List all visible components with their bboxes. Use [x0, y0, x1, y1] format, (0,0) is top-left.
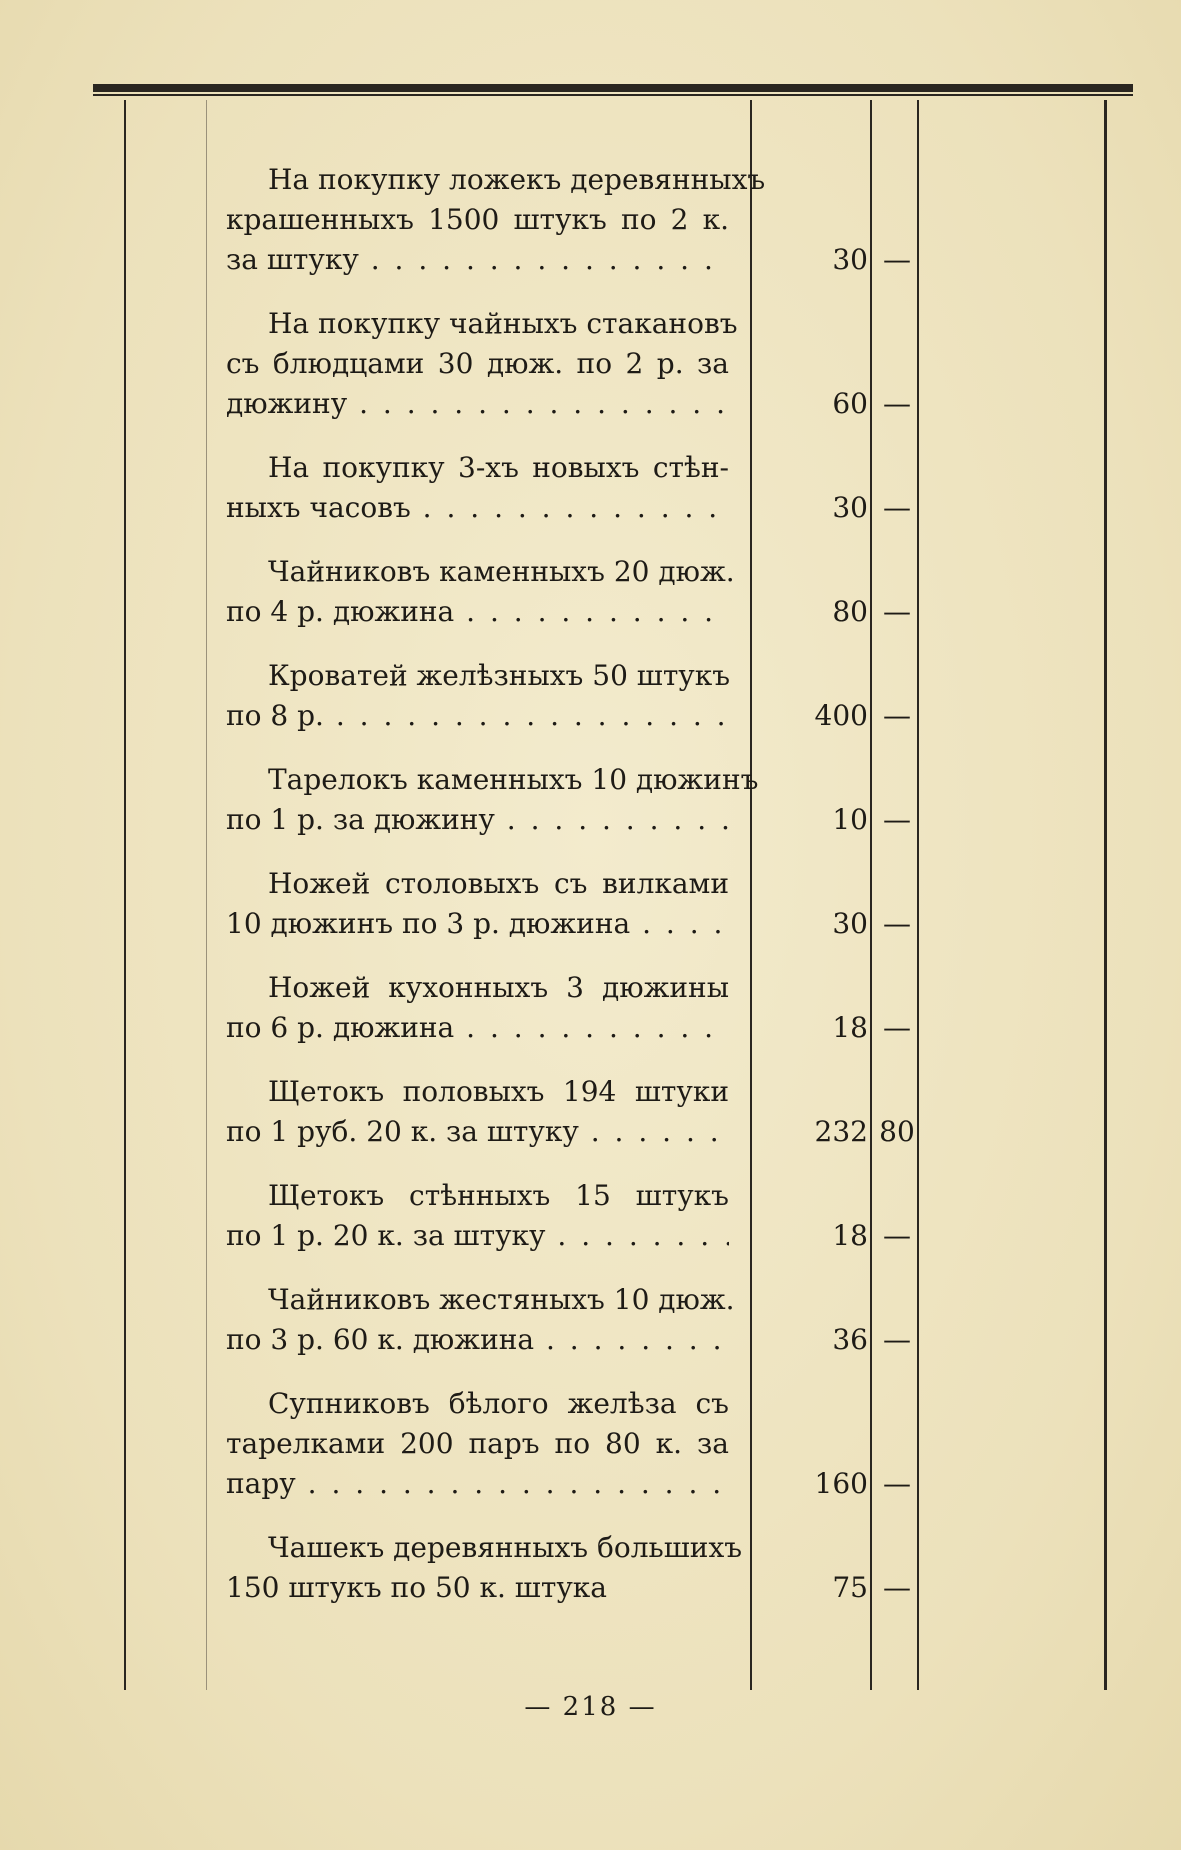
entry-spacer	[0, 840, 1181, 864]
entry-description-line: съ блюдцами 30 дюж. по 2 р. за	[226, 347, 729, 380]
entry-line	[0, 1464, 1181, 1504]
entry-line	[0, 760, 1181, 800]
entry-line	[0, 488, 1181, 528]
expense-entry	[0, 448, 1181, 552]
entry-description-line: Чашекъ деревянныхъ большихъ	[268, 1531, 743, 1564]
amount-rubles: 60	[832, 387, 868, 420]
amount-rubles: 30	[832, 491, 868, 524]
amount-rubles: 36	[832, 1323, 868, 1356]
entry-description-line: Ножей кухонныхъ 3 дюжины	[268, 971, 729, 1004]
entry-description-line: по 1 р. за дюжину . . .	[226, 800, 729, 840]
expense-entry	[0, 864, 1181, 968]
entry-description-line: Щетокъ половыхъ 194 штуки	[268, 1075, 729, 1108]
entry-description-line: крашенныхъ 1500 штукъ по 2 к.	[226, 203, 729, 236]
amount-kopecks: —	[883, 907, 911, 940]
entry-line	[0, 800, 1181, 840]
entry-spacer	[0, 1048, 1181, 1072]
entry-line	[0, 384, 1181, 424]
entry-line	[0, 344, 1181, 384]
entry-line	[0, 1568, 1181, 1608]
entry-description-line: Кроватей желѣзныхъ 50 штукъ	[268, 659, 731, 692]
entry-description-line: по 4 р. дюжина . . .	[226, 592, 729, 632]
amount-rubles: 75	[832, 1571, 868, 1604]
amount-rubles: 400	[814, 699, 868, 732]
amount-rubles: 80	[832, 595, 868, 628]
expense-entry	[0, 968, 1181, 1072]
entry-spacer	[0, 1360, 1181, 1384]
entry-line	[0, 1424, 1181, 1464]
amount-rubles: 30	[832, 907, 868, 940]
entry-line	[0, 448, 1181, 488]
entry-spacer	[0, 1152, 1181, 1176]
amount-kopecks: —	[883, 243, 911, 276]
amount-kopecks: —	[883, 1219, 911, 1252]
entry-description-line: На покупку 3-хъ новыхъ стѣн-	[268, 451, 729, 484]
amount-rubles: 30	[832, 243, 868, 276]
expense-entry	[0, 1280, 1181, 1384]
entry-line	[0, 968, 1181, 1008]
entry-line	[0, 1072, 1181, 1112]
entry-description-line: дюжину . . .	[226, 384, 729, 424]
entry-line	[0, 592, 1181, 632]
entry-description-line: 10 дюжинъ по 3 р. дюжина . . .	[226, 904, 729, 944]
entry-line	[0, 240, 1181, 280]
entry-description-line: за штуку . . .	[226, 240, 729, 280]
entry-description-line: по 6 р. дюжина . . .	[226, 1008, 729, 1048]
entry-description-line: Щетокъ стѣнныхъ 15 штукъ	[268, 1179, 729, 1212]
entry-line	[0, 1216, 1181, 1256]
entry-line	[0, 1008, 1181, 1048]
entry-description-line: по 1 руб. 20 к. за штуку . . .	[226, 1112, 729, 1152]
expense-entry	[0, 160, 1181, 304]
amount-rubles: 10	[832, 803, 868, 836]
expense-entry	[0, 1384, 1181, 1528]
top-rule-thin	[93, 94, 1133, 96]
entry-description-line: по 8 р. . . .	[226, 696, 729, 736]
amount-kopecks: —	[883, 1571, 911, 1604]
entry-line	[0, 200, 1181, 240]
entry-line	[0, 160, 1181, 200]
entry-description-line: Тарелокъ каменныхъ 10 дюжинъ	[268, 763, 759, 796]
entry-spacer	[0, 632, 1181, 656]
amount-kopecks: —	[883, 387, 911, 420]
page-number: — 218 —	[524, 1692, 657, 1722]
entry-spacer	[0, 736, 1181, 760]
entry-description-line: ныхъ часовъ . . .	[226, 488, 729, 528]
expense-entry	[0, 656, 1181, 760]
amount-rubles: 18	[832, 1011, 868, 1044]
entry-spacer	[0, 944, 1181, 968]
expense-entry	[0, 1176, 1181, 1280]
expense-list	[0, 160, 1181, 1608]
entry-description-line: На покупку ложекъ деревянныхъ	[268, 163, 766, 196]
entry-line	[0, 1112, 1181, 1152]
entry-spacer	[0, 424, 1181, 448]
entry-spacer	[0, 528, 1181, 552]
top-rule	[93, 84, 1133, 92]
entry-line	[0, 1384, 1181, 1424]
amount-rubles: 18	[832, 1219, 868, 1252]
expense-entry	[0, 304, 1181, 448]
entry-description-line: по 1 р. 20 к. за штуку . . .	[226, 1216, 729, 1256]
amount-kopecks: —	[883, 699, 911, 732]
amount-kopecks: 80	[879, 1115, 915, 1148]
entry-description-line: Ножей столовыхъ съ вилками	[268, 867, 729, 900]
expense-entry	[0, 1072, 1181, 1176]
entry-line	[0, 1320, 1181, 1360]
amount-kopecks: —	[883, 803, 911, 836]
amount-kopecks: —	[883, 595, 911, 628]
entry-line	[0, 1528, 1181, 1568]
entry-line	[0, 696, 1181, 736]
amount-kopecks: —	[883, 1323, 911, 1356]
entry-line	[0, 864, 1181, 904]
entry-description-line: по 3 р. 60 к. дюжина . . .	[226, 1320, 729, 1360]
entry-line	[0, 552, 1181, 592]
entry-description-line: тарелками 200 паръ по 80 к. за	[226, 1427, 729, 1460]
expense-entry	[0, 760, 1181, 864]
entry-description-line: Супниковъ бѣлого желѣза съ	[268, 1387, 729, 1420]
entry-description-line: 150 штукъ по 50 к. штука	[226, 1571, 607, 1604]
entry-line	[0, 904, 1181, 944]
amount-rubles: 232	[814, 1115, 868, 1148]
amount-kopecks: —	[883, 1467, 911, 1500]
amount-kopecks: —	[883, 1011, 911, 1044]
entry-description-line: Чайниковъ жестяныхъ 10 дюж.	[268, 1283, 735, 1316]
amount-kopecks: —	[883, 491, 911, 524]
entry-line	[0, 1176, 1181, 1216]
entry-line	[0, 1280, 1181, 1320]
entry-spacer	[0, 1504, 1181, 1528]
amount-rubles: 160	[814, 1467, 868, 1500]
expense-entry	[0, 552, 1181, 656]
entry-description-line: Чайниковъ каменныхъ 20 дюж.	[268, 555, 735, 588]
entry-description-line: На покупку чайныхъ стакановъ	[268, 307, 738, 340]
entry-spacer	[0, 1256, 1181, 1280]
entry-line	[0, 656, 1181, 696]
expense-entry	[0, 1528, 1181, 1608]
entry-line	[0, 304, 1181, 344]
entry-description-line: пару . . .	[226, 1464, 729, 1504]
entry-spacer	[0, 280, 1181, 304]
